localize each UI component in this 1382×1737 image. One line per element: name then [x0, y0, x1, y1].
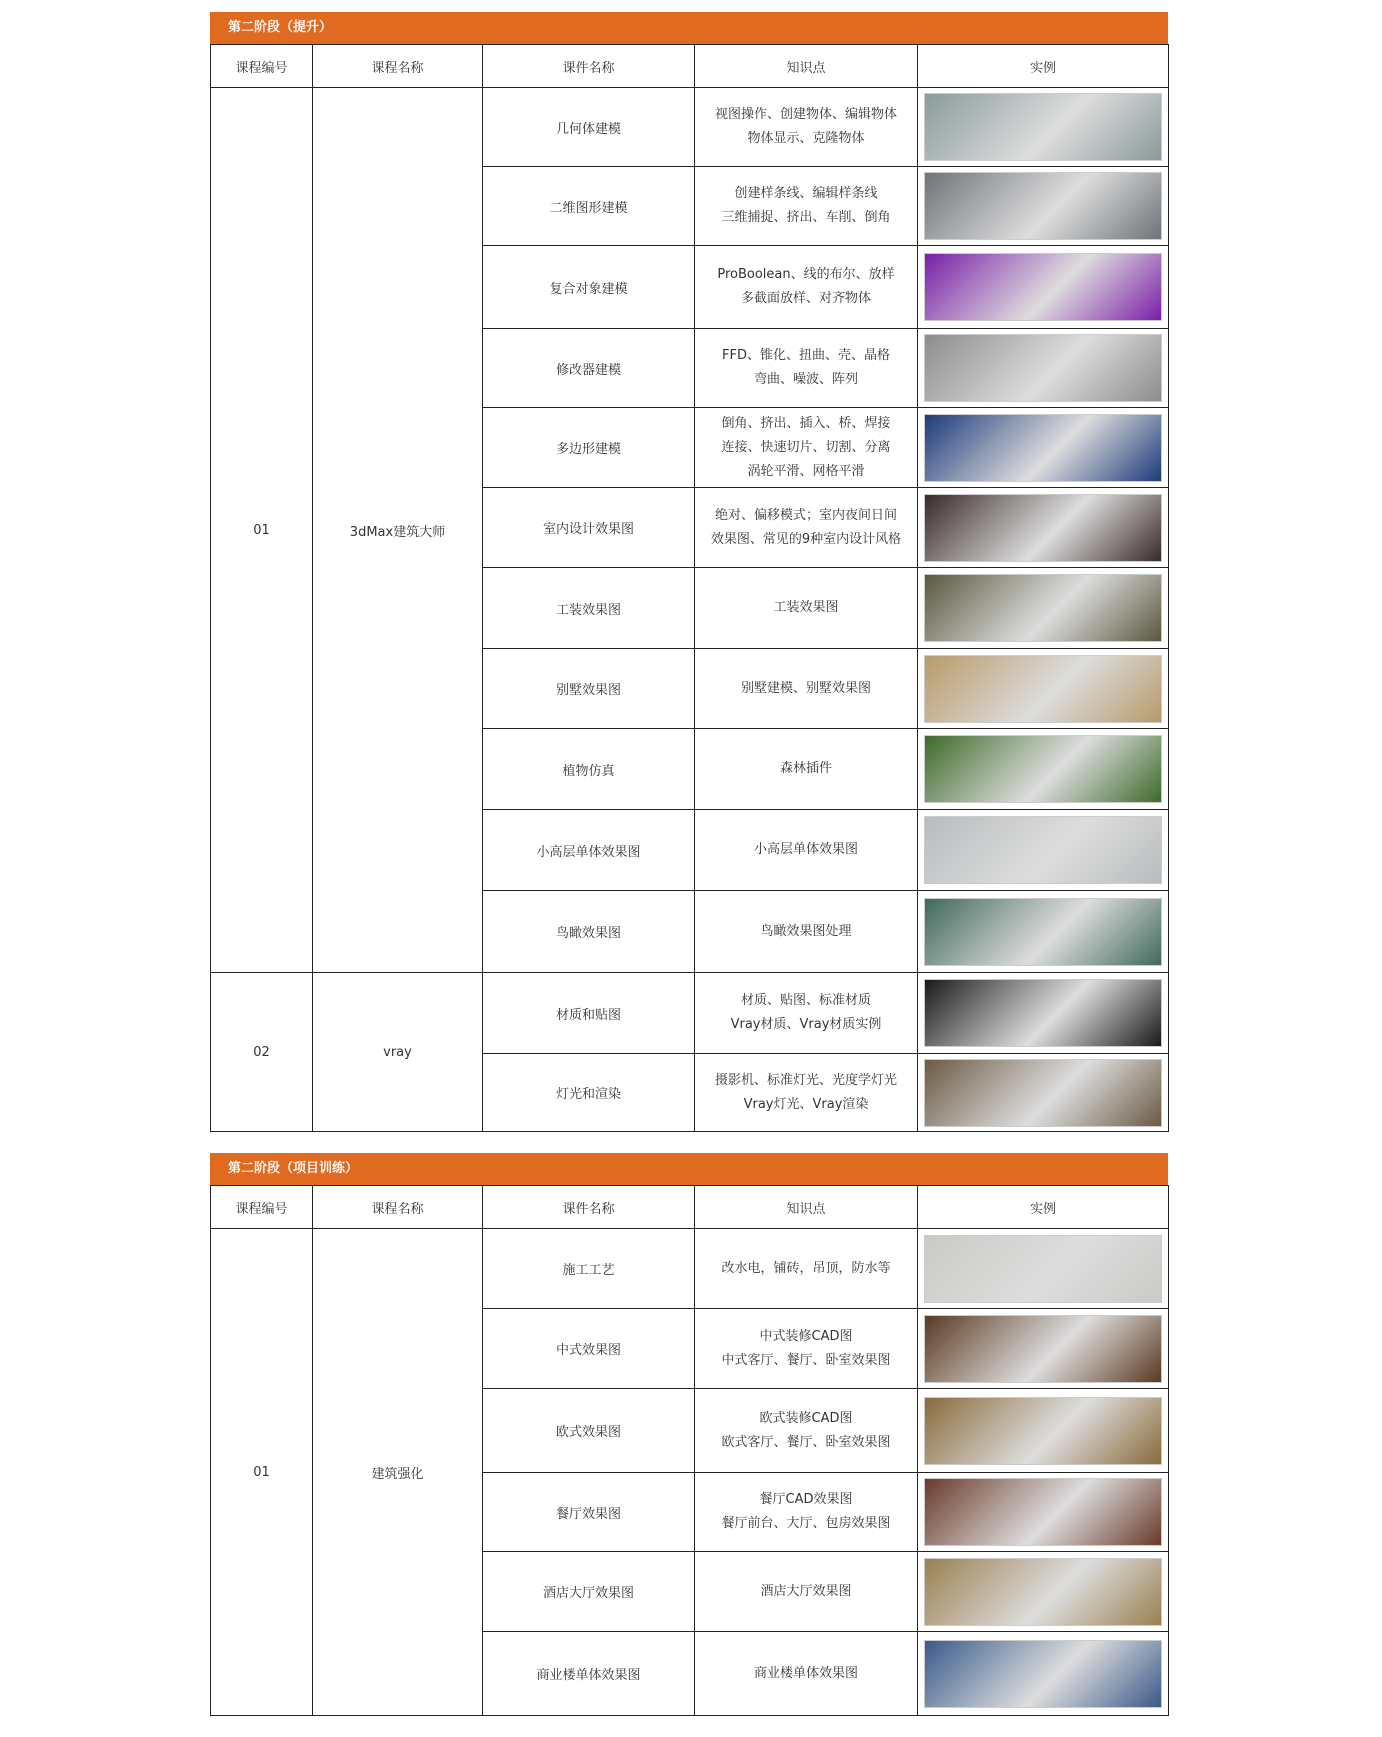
- knowledge-line: 倒角、挤出、插入、桥、焊接: [721, 415, 891, 431]
- example-thumbnail: [924, 1235, 1162, 1303]
- lesson-name-cell: 中式效果图: [483, 1309, 695, 1389]
- knowledge-cell: [695, 729, 918, 810]
- table-header-row: [211, 45, 1169, 88]
- knowledge-line: 效果图、常见的9种室内设计风格: [710, 531, 902, 547]
- header-lesson-name: 课件名称: [483, 45, 695, 88]
- example-thumbnail: [924, 1397, 1162, 1465]
- stage-section-improve: [210, 12, 1168, 1132]
- knowledge-cell: [695, 246, 918, 329]
- lesson-name-cell: 工装效果图: [483, 568, 695, 649]
- knowledge-cell: [695, 891, 918, 973]
- course-table: [210, 1185, 1169, 1716]
- example-cell: [918, 1054, 1169, 1132]
- knowledge-cell: [695, 1632, 918, 1716]
- table-header-row: [211, 1186, 1169, 1229]
- example-cell: [918, 167, 1169, 246]
- table-row: [211, 1229, 1169, 1309]
- example-thumbnail: [924, 172, 1162, 240]
- example-cell: [918, 1389, 1169, 1473]
- header-knowledge: 知识点: [695, 1186, 918, 1229]
- header-example: 实例: [918, 1186, 1169, 1229]
- header-course-id: 课程编号: [211, 1186, 313, 1229]
- example-cell: [918, 973, 1169, 1054]
- header-example: 实例: [918, 45, 1169, 88]
- lesson-name-cell: 别墅效果图: [483, 649, 695, 729]
- example-thumbnail: [924, 574, 1162, 642]
- knowledge-cell: [695, 1054, 918, 1132]
- knowledge-line: 摄影机、标准灯光、光度学灯光: [714, 1072, 897, 1088]
- knowledge-line: 绝对、偏移模式；室内夜间日间: [714, 507, 897, 523]
- knowledge-line: Vray灯光、Vray渲染: [743, 1096, 869, 1112]
- knowledge-line: ProBoolean、线的布尔、放样: [717, 267, 895, 282]
- example-thumbnail: [924, 816, 1162, 884]
- example-cell: [918, 810, 1169, 891]
- example-thumbnail: [924, 1558, 1162, 1626]
- knowledge-line: 餐厅前台、大厅、包房效果图: [721, 1516, 891, 1531]
- knowledge-cell: [695, 1229, 918, 1309]
- example-thumbnail: [924, 1478, 1162, 1546]
- knowledge-cell: [695, 1389, 918, 1473]
- example-cell: [918, 246, 1169, 329]
- example-cell: [918, 568, 1169, 649]
- header-course-name: 课程名称: [313, 1186, 483, 1229]
- knowledge-cell: [695, 1473, 918, 1552]
- course-name-cell: 建筑强化: [313, 1229, 483, 1716]
- example-thumbnail: [924, 898, 1162, 966]
- example-thumbnail: [924, 1059, 1162, 1127]
- table-row: [211, 88, 1169, 167]
- header-course-id: 课程编号: [211, 45, 313, 88]
- lesson-name-cell: 鸟瞰效果图: [483, 891, 695, 973]
- knowledge-cell: [695, 649, 918, 729]
- example-cell: [918, 1309, 1169, 1389]
- knowledge-cell: [695, 329, 918, 408]
- knowledge-line: 连接、快速切片、切割、分离: [721, 439, 891, 455]
- knowledge-line: 欧式装修CAD图: [759, 1410, 853, 1426]
- knowledge-line: 小高层单体效果图: [753, 842, 858, 857]
- example-cell: [918, 1473, 1169, 1552]
- example-thumbnail: [924, 414, 1162, 482]
- example-thumbnail: [924, 1315, 1162, 1383]
- section-title: 第二阶段（提升）: [210, 12, 1168, 44]
- lesson-name-cell: 灯光和渲染: [483, 1054, 695, 1132]
- header-knowledge: 知识点: [695, 45, 918, 88]
- knowledge-cell: [695, 488, 918, 568]
- example-cell: [918, 729, 1169, 810]
- header-course-name: 课程名称: [313, 45, 483, 88]
- lesson-name-cell: 酒店大厅效果图: [483, 1552, 695, 1632]
- knowledge-cell: [695, 88, 918, 167]
- lesson-name-cell: 几何体建模: [483, 88, 695, 167]
- knowledge-line: 材质、贴图、标准材质: [740, 993, 871, 1008]
- knowledge-line: 物体显示、克隆物体: [747, 131, 865, 146]
- lesson-name-cell: 小高层单体效果图: [483, 810, 695, 891]
- example-thumbnail: [924, 334, 1162, 402]
- lesson-name-cell: 材质和贴图: [483, 973, 695, 1054]
- knowledge-line: 酒店大厅效果图: [760, 1583, 852, 1599]
- lesson-name-cell: 餐厅效果图: [483, 1473, 695, 1552]
- section-title: 第二阶段（项目训练）: [210, 1153, 1168, 1185]
- knowledge-line: 工装效果图: [773, 600, 839, 615]
- knowledge-cell: [695, 1552, 918, 1632]
- knowledge-line: 餐厅CAD效果图: [759, 1492, 853, 1507]
- knowledge-line: 多截面放样、对齐物体: [740, 291, 871, 306]
- example-cell: [918, 1632, 1169, 1716]
- lesson-name-cell: 植物仿真: [483, 729, 695, 810]
- lesson-name-cell: 施工工艺: [483, 1229, 695, 1309]
- example-cell: [918, 88, 1169, 167]
- example-thumbnail: [924, 93, 1162, 161]
- knowledge-cell: [695, 167, 918, 246]
- example-thumbnail: [924, 735, 1162, 803]
- example-cell: [918, 1229, 1169, 1309]
- course-table: [210, 44, 1169, 1132]
- lesson-name-cell: 多边形建模: [483, 408, 695, 488]
- knowledge-cell: [695, 1309, 918, 1389]
- example-thumbnail: [924, 979, 1162, 1047]
- example-cell: [918, 329, 1169, 408]
- knowledge-cell: [695, 568, 918, 649]
- stage-section-project: [210, 1153, 1168, 1716]
- knowledge-line: 创建样条线、编辑样条线: [734, 186, 878, 201]
- knowledge-line: 森林插件: [779, 761, 832, 776]
- course-name-cell: vray: [313, 973, 483, 1132]
- example-thumbnail: [924, 253, 1162, 321]
- knowledge-line: 涡轮平滑、网格平滑: [747, 463, 865, 479]
- knowledge-line: 视图操作、创建物体、编辑物体: [714, 107, 897, 122]
- knowledge-line: 鸟瞰效果图处理: [760, 923, 852, 939]
- lesson-name-cell: 室内设计效果图: [483, 488, 695, 568]
- lesson-name-cell: 修改器建模: [483, 329, 695, 408]
- lesson-name-cell: 二维图形建模: [483, 167, 695, 246]
- knowledge-line: 三维捕捉、挤出、车削、倒角: [721, 210, 891, 225]
- course-id-cell: 01: [211, 88, 313, 973]
- example-cell: [918, 649, 1169, 729]
- knowledge-line: 欧式客厅、餐厅、卧室效果图: [721, 1434, 891, 1450]
- knowledge-line: 中式客厅、餐厅、卧室效果图: [721, 1352, 891, 1368]
- knowledge-line: 别墅建模、别墅效果图: [740, 680, 871, 696]
- knowledge-cell: [695, 810, 918, 891]
- knowledge-line: 商业楼单体效果图: [753, 1665, 858, 1681]
- knowledge-cell: [695, 408, 918, 488]
- example-thumbnail: [924, 655, 1162, 723]
- example-cell: [918, 1552, 1169, 1632]
- example-thumbnail: [924, 494, 1162, 562]
- lesson-name-cell: 商业楼单体效果图: [483, 1632, 695, 1716]
- knowledge-line: FFD、锥化、扭曲、壳、晶格: [722, 348, 890, 363]
- knowledge-line: 弯曲、噪波、阵列: [753, 372, 858, 387]
- course-id-cell: 01: [211, 1229, 313, 1716]
- knowledge-line: 改水电，铺砖，吊顶，防水等: [721, 1260, 891, 1276]
- knowledge-cell: [695, 973, 918, 1054]
- example-cell: [918, 488, 1169, 568]
- knowledge-line: Vray材质、Vray材质实例: [730, 1017, 882, 1032]
- example-cell: [918, 408, 1169, 488]
- course-id-cell: 02: [211, 973, 313, 1132]
- course-name-cell: 3dMax建筑大师: [313, 88, 483, 973]
- table-row: [211, 973, 1169, 1054]
- example-thumbnail: [924, 1640, 1162, 1708]
- lesson-name-cell: 欧式效果图: [483, 1389, 695, 1473]
- example-cell: [918, 891, 1169, 973]
- knowledge-line: 中式装修CAD图: [759, 1328, 853, 1344]
- lesson-name-cell: 复合对象建模: [483, 246, 695, 329]
- header-lesson-name: 课件名称: [483, 1186, 695, 1229]
